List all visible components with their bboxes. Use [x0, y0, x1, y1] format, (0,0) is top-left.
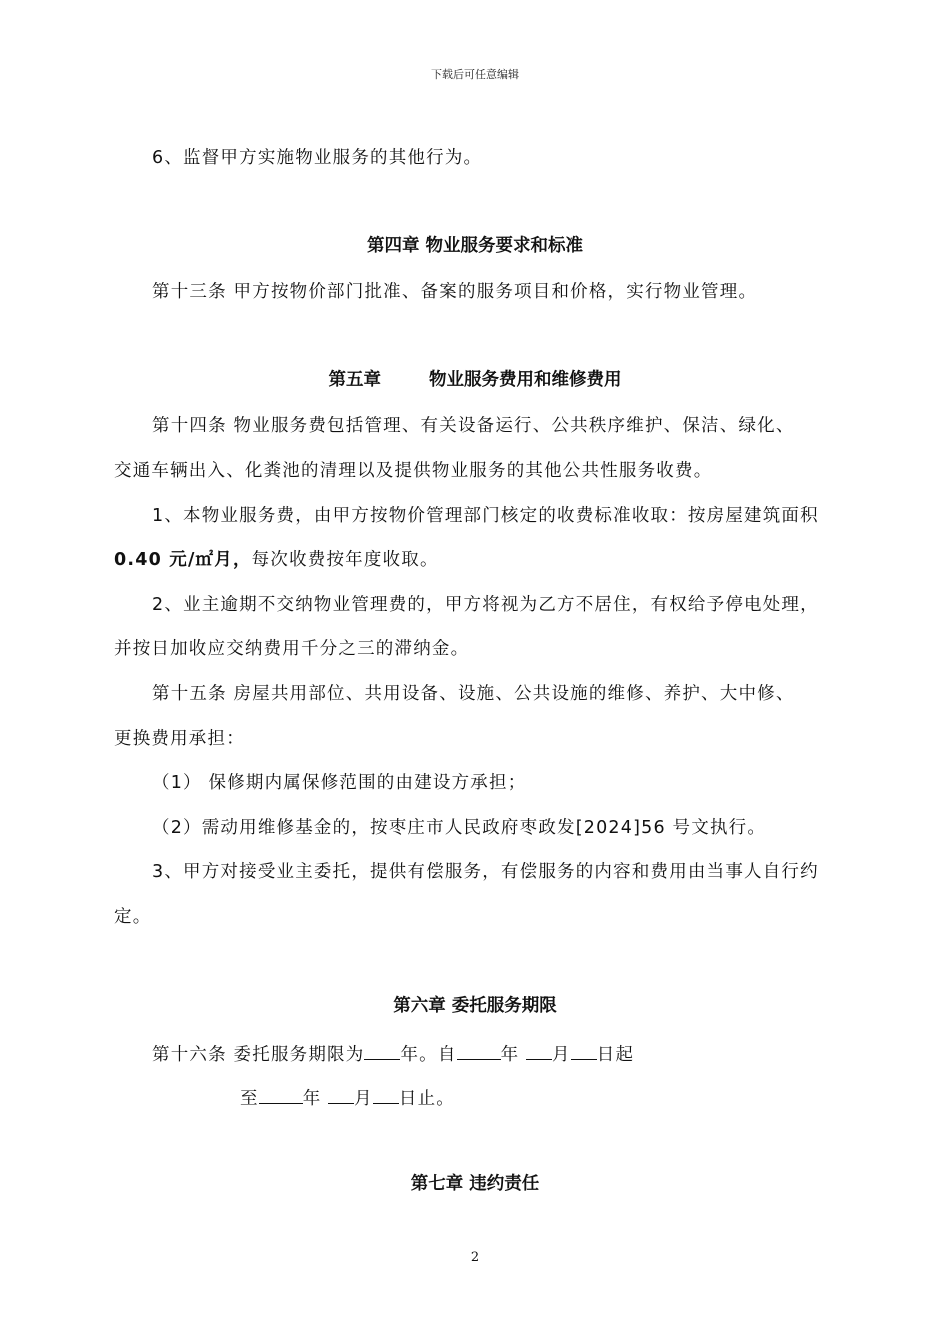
article-15-line-1: 第十五条 房屋共用部位、共用设备、设施、公共设施的维修、养护、大中修、 [152, 684, 795, 704]
start-day-blank[interactable] [571, 1043, 597, 1060]
article-16-month: 月 [552, 1045, 571, 1065]
item-1-line-1: 1、本物业服务费，由甲方按物价管理部门核定的收费标准收取：按房屋建筑面积 [152, 506, 819, 526]
article-16-year: 年 [500, 1045, 527, 1065]
item-2-line-2: 并按日加收应交纳费用千分之三的滞纳金。 [114, 639, 470, 659]
article-14-line-1: 第十四条 物业服务费包括管理、有关设备运行、公共秩序维护、保洁、绿化、 [152, 416, 795, 436]
chapter-5-number: 第五章 [328, 370, 381, 390]
page-header: 下载后可任意编辑 [431, 68, 519, 81]
page-number: 2 [470, 1250, 480, 1265]
start-month-blank[interactable] [526, 1043, 552, 1060]
article-16-from: 年。自 [400, 1045, 457, 1065]
article-16-line-1 [152, 1043, 842, 1065]
chapter-5-name: 物业服务费用和维修费用 [429, 370, 622, 390]
chapter-5-title [0, 372, 950, 390]
end-month-blank[interactable] [328, 1087, 354, 1104]
end-year-blank[interactable] [259, 1087, 303, 1104]
article-16-end-day: 日止。 [398, 1089, 455, 1109]
item-3-line-2: 定。 [114, 907, 152, 927]
article-13: 第十三条 甲方按物价部门批准、备案的服务项目和价格，实行物业管理。 [152, 282, 758, 302]
sub-item-1: （1） 保修期内属保修范围的由建设方承担； [152, 773, 527, 793]
article-16-day: 日起 [596, 1045, 635, 1065]
item-2-line-1: 2、业主逾期不交纳物业管理费的，甲方将视为乙方不居住，有权给予停电处理， [152, 595, 819, 615]
fee-rate: 0.40 元/㎡月， [114, 550, 252, 570]
sub-item-2: （2）需动用维修基金的，按枣庄市人民政府枣政发[2024]56 号文执行。 [152, 818, 767, 838]
years-blank[interactable] [364, 1043, 400, 1060]
article-16-end-month: 月 [354, 1089, 373, 1109]
chapter-7-title: 第七章 违约责任 [410, 1174, 540, 1194]
item-6: 6、监督甲方实施物业服务的其他行为。 [152, 148, 483, 168]
fee-collection: 每次收费按年度收取。 [251, 550, 439, 570]
chapter-4-title: 第四章 物业服务要求和标准 [366, 236, 584, 256]
item-3-line-1: 3、甲方对接受业主委托，提供有偿服务，有偿服务的内容和费用由当事人自行约 [152, 862, 819, 882]
article-16-end-year: 年 [302, 1089, 329, 1109]
article-15-line-2: 更换费用承担： [114, 729, 245, 749]
article-16-line-2 [240, 1087, 740, 1109]
article-14-line-2: 交通车辆出入、化粪池的清理以及提供物业服务的其他公共性服务收费。 [114, 461, 713, 481]
chapter-6-title: 第六章 委托服务期限 [393, 996, 557, 1016]
article-16-to: 至 [240, 1089, 259, 1109]
item-1-line-2 [114, 552, 839, 570]
article-16-text: 第十六条 委托服务期限为 [152, 1045, 365, 1065]
end-day-blank[interactable] [373, 1087, 399, 1104]
start-year-blank[interactable] [457, 1043, 501, 1060]
